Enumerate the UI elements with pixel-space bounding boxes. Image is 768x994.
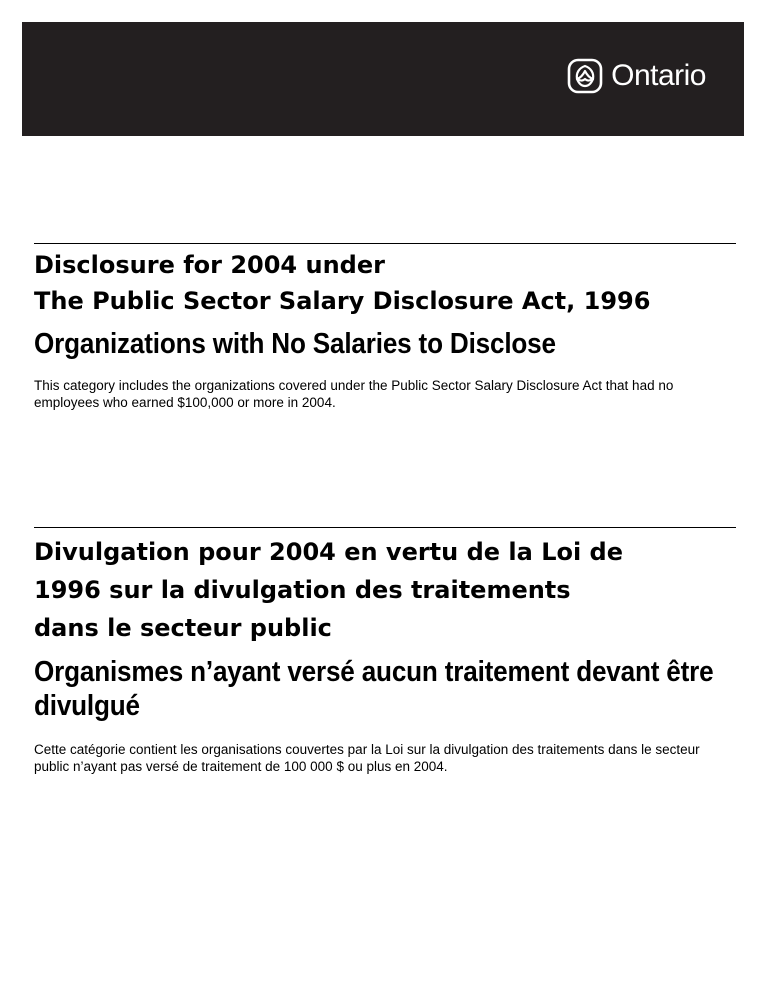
header-banner — [22, 22, 744, 136]
english-heading-line-1: Disclosure for 2004 under — [34, 251, 385, 279]
french-heading-line-1: Divulgation pour 2004 en vertu de la Loi de — [34, 538, 624, 566]
brand-name: Ontario — [611, 59, 706, 92]
english-subheading: Organizations with No Salaries to Disclose — [34, 328, 556, 360]
french-heading-line-3: dans le secteur public — [34, 614, 332, 642]
ontario-logo — [567, 58, 706, 94]
french-section — [34, 527, 736, 775]
french-description: Cette catégorie contient les organisations couvertes par la Loi sur la divulgation des traitements dans le secteur public n’ayant pas versé de traitement de 100 000 $ ou plus en 2004. — [34, 742, 700, 774]
french-heading — [34, 533, 736, 647]
french-subheading: Organismes n’ayant versé aucun traitement devant être divulgué — [34, 656, 714, 722]
section-divider — [34, 527, 736, 528]
english-section — [34, 243, 736, 411]
section-divider — [34, 243, 736, 244]
trillium-icon — [567, 58, 603, 94]
english-heading — [34, 247, 736, 319]
english-heading-line-2: The Public Sector Salary Disclosure Act, 1996 — [34, 287, 651, 315]
french-heading-line-2: 1996 sur la divulgation des traitements — [34, 576, 571, 604]
english-description: This category includes the organizations covered under the Public Sector Salary Disclosure Act that had no employees who earned $100,000 or more in 2004. — [34, 378, 674, 410]
